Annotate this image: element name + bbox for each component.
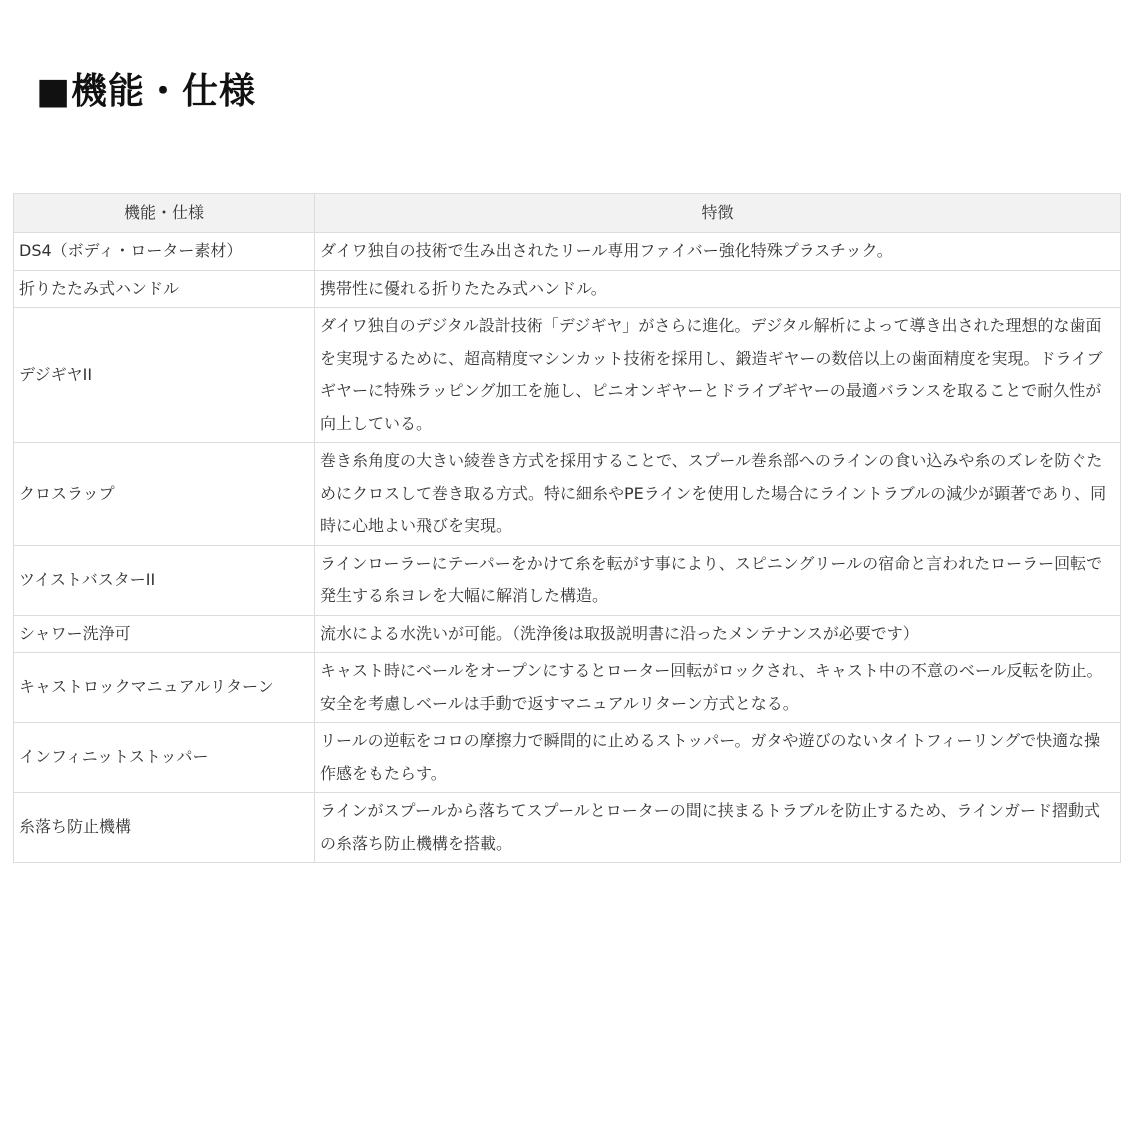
table-row [14,615,1121,653]
table-row [14,270,1121,308]
feature-description-cell: ラインがスプールから落ちてスプールとローターの間に挟まるトラブルを防止するため、ラインガード摺動式の糸落ち防止機構を搭載。 [315,793,1121,863]
feature-description-cell: 流水による水洗いが可能。（洗浄後は取扱説明書に沿ったメンテナンスが必要です） [315,615,1121,653]
feature-name-cell: シャワー洗浄可 [14,615,315,653]
table-row [14,653,1121,723]
feature-description-cell: 巻き糸角度の大きい綾巻き方式を採用することで、スプール巻糸部へのラインの食い込みや糸のズレを防ぐためにクロスして巻き取る方式。特に細糸やPEラインを使用した場合にライントラブルの減少が顕著であり、同時に心地よい飛びを実現。 [315,443,1121,546]
page-title: ■機能・仕様 [36,71,257,112]
feature-description-cell: 携帯性に優れる折りたたみ式ハンドル。 [315,270,1121,308]
table-header-row [14,194,1121,233]
feature-name-cell: インフィニットストッパー [14,723,315,793]
table-row [14,793,1121,863]
feature-description-cell: キャスト時にベールをオープンにするとローター回転がロックされ、キャスト中の不意のベール反転を防止。安全を考慮しベールは手動で返すマニュアルリターン方式となる。 [315,653,1121,723]
table-row [14,443,1121,546]
feature-name-cell: 糸落ち防止機構 [14,793,315,863]
feature-name-cell: DS4（ボディ・ローター素材） [14,233,315,271]
table-row [14,545,1121,615]
spec-table [13,193,1121,863]
feature-name-cell: 折りたたみ式ハンドル [14,270,315,308]
column-header-description: 特徴 [315,194,1121,233]
feature-description-cell: リールの逆転をコロの摩擦力で瞬間的に止めるストッパー。ガタや遊びのないタイトフィーリングで快適な操作感をもたらす。 [315,723,1121,793]
table-row [14,233,1121,271]
table-row [14,308,1121,443]
feature-description-cell: ダイワ独自のデジタル設計技術「デジギヤ」がさらに進化。デジタル解析によって導き出された理想的な歯面を実現するために、超高精度マシンカット技術を採用し、鍛造ギヤーの数倍以上の歯面精度を実現。ドライブギヤーに特殊ラッピング加工を施し、ピニオンギヤーとドライブギヤーの最適バランスを取ることで耐久性が向上している。 [315,308,1121,443]
feature-description-cell: ダイワ独自の技術で生み出されたリール専用ファイバー強化特殊プラスチック。 [315,233,1121,271]
feature-name-cell: クロスラップ [14,443,315,546]
feature-name-cell: デジギヤII [14,308,315,443]
column-header-feature: 機能・仕様 [14,194,315,233]
table-row [14,723,1121,793]
feature-name-cell: キャストロックマニュアルリターン [14,653,315,723]
feature-name-cell: ツイストバスターII [14,545,315,615]
feature-description-cell: ラインローラーにテーパーをかけて糸を転がす事により、スピニングリールの宿命と言われたローラー回転で発生する糸ヨレを大幅に解消した構造。 [315,545,1121,615]
